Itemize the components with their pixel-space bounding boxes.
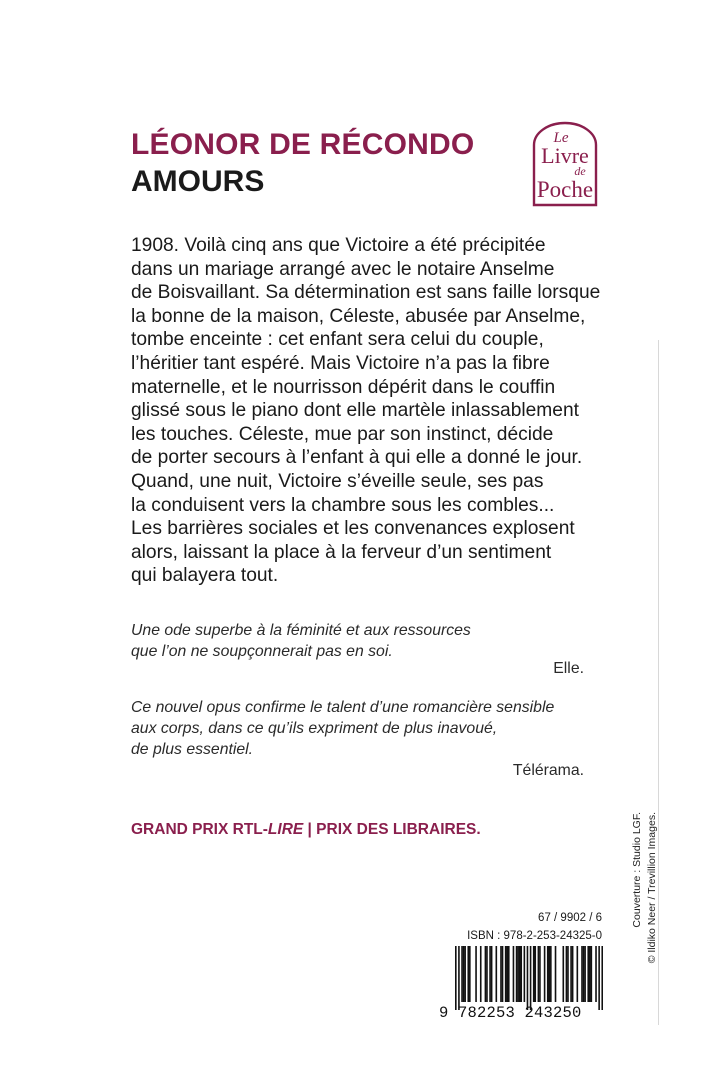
barcode-bar [601,946,603,1010]
barcode-bar [534,946,536,1002]
barcode-bar [500,946,502,1002]
logo-text-2: Livre [541,143,589,168]
barcode-bar [485,946,487,1002]
barcode-bar [583,946,585,1002]
barcode-bar [519,946,521,1002]
barcode-bar [455,946,457,1010]
quote-source-elle: Elle. [553,660,584,677]
author-name: LÉONOR DE RÉCONDO [131,128,475,161]
prize-text: GRAND PRIX RTL- [131,821,268,838]
barcode-bar [524,946,526,1002]
summary-line: dans un mariage arrangé avec le notaire Anselme [131,258,555,280]
summary-line: Quand, une nuit, Victoire s’éveille seule, ses pas [131,470,544,492]
barcode-bar [567,946,569,1002]
barcode-bar [555,946,557,1002]
barcode-bar [461,946,463,1002]
barcode-bar [517,946,519,1002]
barcode-bar [475,946,477,1002]
barcode-bar [591,946,593,1002]
barcode-bar [566,946,568,1002]
summary-line: de porter secours à l’enfant à qui elle a donné le jour. [131,447,583,469]
quote-line: de plus essentiel. [131,741,254,758]
summary-line: les touches. Céleste, mue par son instinct, décide [131,423,554,445]
press-quote-telerama [131,697,611,760]
barcode-bar [496,946,498,1002]
quote-source-telerama: Télérama. [512,762,584,779]
barcode-bar [469,946,471,1002]
barcode-bar [544,946,546,1002]
logo-text-3: de [574,164,586,178]
barcode-bar [486,946,488,1002]
barcode-bar [598,946,600,1010]
summary-line: maternelle, et le nourrisson dépérit dans le couffin [131,376,556,398]
catalog-ref: 67 / 9902 / 6 [538,912,602,924]
barcode-bar [516,946,518,1002]
barcode-bar [548,946,550,1002]
prize-text: | PRIX DES LIBRAIRES. [303,821,481,838]
barcode-bar [513,946,515,1002]
barcode-bar [562,946,564,1002]
barcode-bar [530,946,532,1010]
summary-line: glissé sous le piano dont elle martèle inlassablement [131,400,579,422]
barcode-bar [505,946,507,1002]
barcode-bar [467,946,469,1002]
prize-line [131,821,481,839]
quote-line: que l’on ne soupçonnerait pas en soi. [131,643,393,660]
barcode-digits: 9 782253 243250 [439,1004,582,1022]
barcode [455,946,603,1010]
summary-line: qui balayera tout. [131,565,279,587]
press-quote-elle [131,620,611,662]
barcode-bar [520,946,522,1002]
barcode-bar [458,946,460,1010]
barcode-bar [595,946,597,1002]
barcode-bar [539,946,541,1002]
barcode-bar [550,946,552,1002]
book-title: AMOURS [131,165,265,198]
barcode-bar [587,946,589,1002]
barcode-bar [533,946,535,1002]
logo-text-1: Le [553,130,569,146]
isbn-number: ISBN : 978-2-253-24325-0 [467,930,602,942]
credit-line: Couverture : Studio LGF. [631,812,643,928]
barcode-bar [527,946,529,1010]
isbn-info [440,909,602,945]
barcode-bar [589,946,591,1002]
prize-text-italic: LIRE [267,821,304,838]
barcode-bar [570,946,572,1002]
barcode-bar [489,946,491,1002]
quote-line: Une ode superbe à la féminité et aux ressources [131,622,471,639]
summary-line: de Boisvaillant. Sa détermination est sans faille lorsque [131,282,601,304]
barcode-bar [480,946,482,1002]
barcode-bar [581,946,583,1002]
book-summary [131,234,651,588]
barcode-bar [508,946,510,1002]
summary-line: l’héritier tant espéré. Mais Victoire n’a pas la fibre [131,352,550,374]
barcode-bar [547,946,549,1002]
summary-line: Les barrières sociales et les convenances explosent [131,518,575,540]
barcode-bar [502,946,504,1002]
cover-credits [630,812,662,1012]
summary-line: 1908. Voilà cinq ans que Victoire a été précipitée [131,235,546,256]
summary-line: la bonne de la maison, Céleste, abusée par Anselme, [131,305,586,327]
logo-text-4: Poche [536,177,594,202]
summary-line: la conduisent vers la chambre sous les combles... [131,494,555,516]
credit-line: © Ildiko Neer / Trevillion Images. [646,812,658,964]
barcode-bar [584,946,586,1002]
barcode-bar [464,946,466,1002]
quote-line: aux corps, dans ce qu’ils expriment de plus inavoué, [131,720,498,737]
barcode-bar [506,946,508,1002]
summary-line: tombe enceinte : cet enfant sera celui du couple, [131,329,544,351]
summary-line: alors, laissant la place à la ferveur d’un sentiment [131,541,552,563]
barcode-bar [572,946,574,1002]
barcode-bar [538,946,540,1002]
barcode-bar [577,946,579,1002]
publisher-logo [520,121,610,207]
barcode-bar [463,946,465,1002]
quote-line: Ce nouvel opus confirme le talent d’une romancière sensible [131,699,555,716]
barcode-bar [491,946,493,1002]
